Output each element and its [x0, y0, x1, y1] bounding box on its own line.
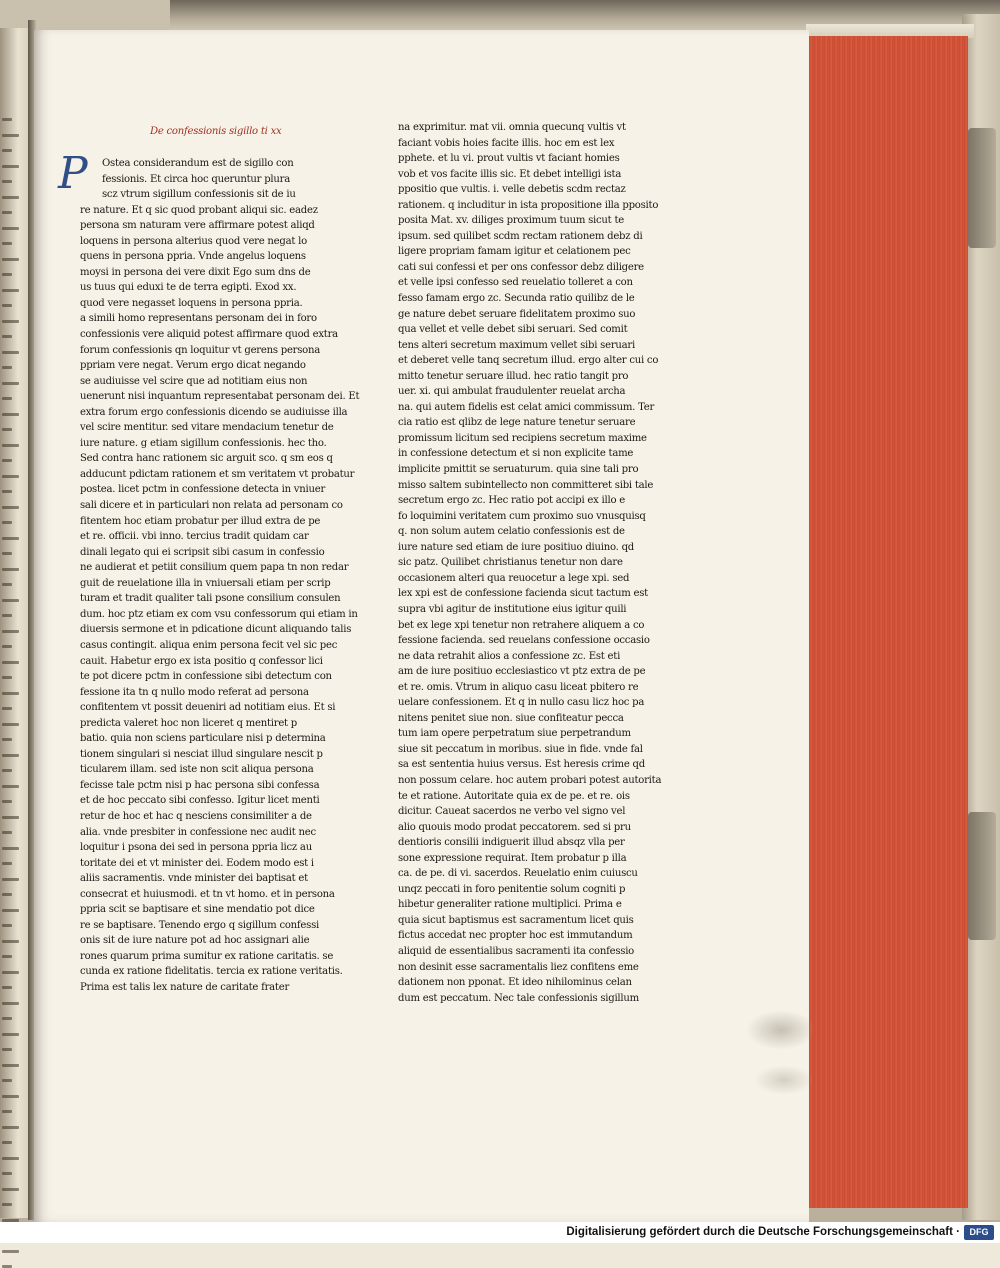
text-line: faciant vobis hoies facite illis. hoc em est lex — [398, 137, 615, 149]
facing-text-mark — [2, 924, 12, 927]
text-line: uelare confessionem. Et q in nullo casu licz hoc pa — [398, 697, 645, 709]
facing-text-mark — [2, 211, 12, 214]
text-line: Prima est talis lex nature de caritate frater — [80, 981, 290, 993]
text-line: retur de hoc et hac q nesciens consimiliter a de — [80, 810, 312, 822]
facing-text-mark — [2, 242, 12, 245]
text-line: tens alteri secretum maximum vellet sibi seruari — [398, 339, 635, 351]
facing-text-mark — [2, 134, 19, 137]
text-line: loquitur i psona dei sed in persona ppria licz au — [80, 842, 312, 854]
facing-text-mark — [2, 800, 12, 803]
facing-text-mark — [2, 909, 19, 912]
facing-text-mark — [2, 289, 19, 292]
text-line: uenerunt nisi inquantum representabat personam dei. Et — [80, 391, 360, 403]
text-line: na exprimitur. mat vii. omnia quecunq vultis vt — [398, 122, 626, 133]
text-line: secretum ergo zc. Hec ratio pot accipi ex illo e — [398, 495, 625, 507]
facing-text-mark — [2, 723, 19, 726]
text-line: cati sui confessi et per ons confessor debz diligere — [398, 261, 644, 273]
facing-text-mark — [2, 351, 19, 354]
text-line: dationem non pponat. Et ideo nihilominus celan — [398, 977, 632, 989]
facing-text-mark — [2, 506, 19, 509]
facing-text-mark — [2, 971, 19, 974]
text-line: ge nature debet seruare fidelitatem proximo suo — [398, 308, 636, 320]
text-line: turam et tradit qualiter tali psone consilium consulen — [80, 593, 341, 605]
facing-text-mark — [2, 196, 19, 199]
facing-text-mark — [2, 614, 12, 617]
text-line: Sed contra hanc rationem sic arguit sco. q sm eos q — [80, 453, 333, 465]
text-line: dum est peccatum. Nec tale confessionis sigillum — [398, 992, 639, 1004]
text-line: guit de reuelatione illa in vniuersali etiam per scrip — [80, 577, 331, 589]
facing-text-mark — [2, 1033, 19, 1036]
facing-text-mark — [2, 1095, 19, 1098]
facing-text-mark — [2, 1203, 12, 1206]
facing-text-mark — [2, 521, 12, 524]
text-line: ipsum. sed quilibet scdm rectam rationem debz di — [398, 230, 643, 242]
facing-text-mark — [2, 676, 12, 679]
facing-text-mark — [2, 552, 12, 555]
facing-text-mark — [2, 428, 12, 431]
text-column-right — [398, 120, 683, 1006]
text-line: batio. quia non sciens particulare nisi p determina — [80, 733, 326, 745]
text-line: a simili homo representans personam dei in foro — [80, 313, 317, 325]
facing-text-mark — [2, 149, 12, 152]
text-line: supra vbi agitur de institutione eius igitur quili — [398, 603, 627, 615]
facing-text-mark — [2, 1188, 19, 1191]
facing-text-mark — [2, 862, 12, 865]
credit-text: Digitalisierung gefördert durch die Deutsche Forschungsgemeinschaft · — [566, 1226, 960, 1238]
facing-text-mark — [2, 304, 12, 307]
text-line: iure nature. g etiam sigillum confessionis. hec tho. — [80, 437, 327, 449]
facing-text-mark — [2, 475, 19, 478]
text-line: aliis sacramentis. vnde minister dei baptisat et — [80, 873, 308, 885]
text-line: sali dicere et in particulari non relata ad personam co — [80, 500, 343, 512]
digitization-credit-bar — [0, 1222, 1000, 1243]
text-line: et re. omis. Vtrum in aliquo casu liceat pbitero re — [398, 681, 639, 693]
text-line: casus contingit. aliqua enim persona fecit vel sic pec — [80, 639, 338, 651]
text-line: te et ratione. Autoritate quia ex de pe. et re. ois — [398, 790, 630, 802]
text-line: ppria scit se baptisare et sine mendatio pot dice — [80, 904, 315, 916]
text-line: pphete. et lu vi. prout vultis vt faciant homies — [398, 153, 620, 165]
facing-text-mark — [2, 1002, 19, 1005]
text-line: fo loquimini veritatem cum proximo suo vnusquisq — [398, 510, 646, 522]
facing-text-mark — [2, 1064, 19, 1067]
facing-text-mark — [2, 413, 19, 416]
facing-text-mark — [2, 320, 19, 323]
text-line: siue sit peccatum in moribus. siue in fide. vnde fal — [398, 743, 643, 755]
text-line: et de hoc peccato sibi confesso. Igitur licet menti — [80, 795, 320, 807]
right-column-lines — [398, 120, 683, 1006]
clasp-lower-icon — [968, 812, 996, 940]
text-line: us tuus qui eduxi te de terra egipti. Exod xx. — [80, 282, 297, 294]
text-line: toritate dei et vt minister dei. Eodem modo est i — [80, 857, 314, 869]
clasp-upper-icon — [968, 128, 996, 248]
text-line: te pot dicere pctm in confessione sibi detectum con — [80, 671, 332, 683]
facing-text-mark — [2, 382, 19, 385]
dfg-logo-icon: DFG — [964, 1225, 994, 1240]
facing-text-mark — [2, 955, 12, 958]
text-line: ne data retrahit alios a confessione zc. Est eti — [398, 650, 621, 662]
facing-text-mark — [2, 490, 12, 493]
text-line: cunda ex ratione fidelitatis. tercia ex ratione veritatis. — [80, 966, 343, 978]
facing-text-mark — [2, 1172, 12, 1175]
text-line: re se baptisare. Tenendo ergo q sigillum confessi — [80, 919, 319, 931]
facing-text-mark — [2, 645, 12, 648]
text-line: postea. licet pctm in confessione detecta in vniuer — [80, 484, 326, 496]
facing-text-mark — [2, 940, 19, 943]
text-line: fictus accedat nec propter hoc est immutandum — [398, 930, 633, 942]
facing-page-sliver — [0, 28, 30, 1218]
text-line: sone expressione requirat. Item probatur p illa — [398, 852, 627, 864]
facing-text-mark — [2, 1017, 12, 1020]
text-line: cauit. Habetur ergo ex ista positio q confessor lici — [80, 655, 323, 667]
facing-text-mark — [2, 1126, 19, 1129]
ink-smudge — [754, 1065, 814, 1095]
text-line: posita Mat. xv. diliges proximum tuum sicut te — [398, 215, 624, 227]
facing-text-mark — [2, 537, 19, 540]
facing-text-mark — [2, 707, 12, 710]
text-line: ligere propriam famam igitur et celationem pec — [398, 246, 631, 258]
text-line: et re. officii. vbi inno. tercius tradit quidam car — [80, 531, 309, 543]
text-line: rationem. q includitur in ista propositione illa pposito — [398, 199, 659, 211]
facing-text-mark — [2, 831, 12, 834]
text-line: dinali legato qui ei scripsit sibi casum in confessio — [80, 546, 325, 558]
decorated-initial: P — [58, 148, 88, 199]
facing-text-mark — [2, 227, 19, 230]
facing-text-mark — [2, 1048, 12, 1051]
facing-text-mark — [2, 118, 12, 121]
facing-text-mark — [2, 738, 12, 741]
facing-text-mark — [2, 1079, 12, 1082]
facing-text-mark — [2, 785, 19, 788]
text-line: dicitur. Caueat sacerdos ne verbo vel signo vel — [398, 806, 626, 818]
text-line: tum iam opere perpetratum siue perpetrandum — [398, 728, 631, 740]
text-line: lex xpi est de confessione facienda sicut tactum est — [398, 588, 648, 600]
text-line: implicite pmittit se seruaturum. quia sine tali pro — [398, 464, 639, 476]
facing-text-mark — [2, 847, 19, 850]
text-line: persona sm naturam vere affirmare potest aliqd — [80, 220, 315, 232]
text-line: quens in persona ppria. Vnde angelus loquens — [80, 251, 306, 263]
text-line: confitentem vt possit deueniri ad notitiam eius. Et si — [80, 702, 336, 714]
text-line: confessionis vere aliquid potest affirmare quod extra — [80, 329, 338, 341]
text-line: ne audierat et petiit consilium quem papa tn non redar — [80, 562, 349, 574]
text-line: rones quarum prima sumitur ex ratione caritatis. se — [80, 950, 334, 962]
text-line: fessione facienda. sed reuelans confessione occasio — [398, 635, 650, 647]
facing-text-mark — [2, 878, 19, 881]
text-line: fesso famam ergo zc. Secunda ratio quilibz de le — [398, 293, 635, 305]
facing-text-mark — [2, 459, 12, 462]
facing-text-mark — [2, 444, 19, 447]
facing-text-mark — [2, 258, 19, 261]
text-line: qua vellet et velle debet sibi seruari. Sed comit — [398, 324, 628, 336]
text-line: dentioris consilii indiguerit illud absqz vlla per — [398, 837, 625, 849]
facing-text-mark — [2, 273, 12, 276]
facing-text-mark — [2, 583, 12, 586]
text-line: re nature. Et q sic quod probant aliqui sic. eadez — [80, 204, 318, 216]
facing-text-mark — [2, 630, 19, 633]
text-line: et deberet velle tanq secretum illud. ergo alter cui co — [398, 355, 659, 367]
text-line: bet ex lege xpi tenetur non retrahere aliquem a co — [398, 619, 645, 631]
facing-text-mark — [2, 165, 19, 168]
text-line: fessione ita tn q nullo modo referat ad persona — [80, 686, 309, 698]
ink-smudge — [746, 1010, 816, 1050]
text-line: ticularem illam. sed iste non scit aliqua persona — [80, 764, 314, 776]
text-line: ppositio que vultis. i. velle debetis scdm rectaz — [398, 184, 626, 196]
text-line: tionem singulari si nesciat illud singulare nescit p — [80, 748, 323, 760]
text-line: quia sicut baptismus est sacramentum licet quis — [398, 914, 634, 926]
text-line: forum confessionis qn loquitur vt gerens persona — [80, 344, 321, 356]
text-column-left — [58, 108, 365, 996]
facing-text-mark — [2, 754, 19, 757]
text-line: fitentem hoc etiam probatur per illud extra de pe — [80, 515, 321, 527]
text-line: diuersis sermone et in pdicatione dicunt aliquando talis — [80, 624, 352, 636]
text-line: consecrat et huiusmodi. et tn vt homo. et in persona — [80, 888, 335, 900]
facing-text-mark — [2, 180, 12, 183]
text-line: dum. hoc ptz etiam ex com vsu confessorum qui etiam in — [80, 608, 358, 620]
facing-text-mark — [2, 599, 19, 602]
facing-text-mark — [2, 366, 12, 369]
facing-text-mark — [2, 335, 12, 338]
text-line: iure nature sed etiam de iure positiuo diuino. qd — [398, 541, 635, 553]
facing-text-mark — [2, 1110, 12, 1113]
text-line: q. non solum autem celatio confessionis est de — [398, 526, 625, 538]
text-line: moysi in persona dei vere dixit Ego sum dns de — [80, 266, 311, 278]
text-line: fessionis. Et circa hoc queruntur plura — [102, 173, 290, 185]
text-line: cia ratio est qlibz de lege nature tenetur seruare — [398, 417, 636, 429]
text-line: ppriam vere negat. Verum ergo dicat negando — [80, 360, 306, 372]
text-line: hibetur generaliter ratione multiplici. Prima e — [398, 899, 622, 911]
text-line: am de iure positiuo ecclesiastico vt ptz extra de pe — [398, 666, 646, 678]
text-line: ca. de pe. di vi. sacerdos. Reuelatio enim cuiuscu — [398, 868, 638, 880]
facing-text-mark — [2, 816, 19, 819]
text-line: occasionem alteri qua reuocetur a lege xpi. sed — [398, 572, 630, 584]
text-line: extra forum ergo confessionis dicendo se audiuisse illa — [80, 406, 348, 418]
text-line: alio quouis modo prodat peccatorem. sed si pru — [398, 821, 631, 833]
facing-text-mark — [2, 1157, 19, 1160]
text-line: non possum celare. hoc autem probari potest autorita — [398, 774, 662, 786]
text-line: misso saltem subintellecto non committeret sibi tale — [398, 479, 654, 491]
facing-text-mark — [2, 661, 19, 664]
text-line: Ostea considerandum est de sigillo con — [102, 158, 294, 169]
text-line: non desinit esse sacramentalis liez confitens eme — [398, 961, 639, 973]
left-column-lines — [80, 156, 365, 996]
text-line: unqz peccati in foro penitentie solum cogniti p — [398, 883, 626, 895]
text-line: sa est sententia huius versus. Est heresis crime qd — [398, 759, 645, 771]
facing-text-mark — [2, 568, 19, 571]
facing-text-mark — [2, 1250, 19, 1253]
text-line: vel scire mentitur. sed vitare mendacium tenetur de — [80, 422, 334, 434]
text-line: scz vtrum sigillum confessionis sit de iu — [102, 189, 296, 201]
text-line: fecisse tale pctm nisi p hac persona sibi confessa — [80, 779, 320, 791]
text-line: se audiuisse vel scire que ad notitiam eius non — [80, 375, 308, 387]
facing-text-mark — [2, 692, 19, 695]
text-line: sic patz. Quilibet christianus tenetur non dare — [398, 557, 623, 569]
text-line: loquens in persona alterius quod vere negat lo — [80, 235, 307, 247]
text-line: alia. vnde presbiter in confessione nec audit nec — [80, 826, 316, 838]
text-line: promissum licitum sed recipiens secretum maxime — [398, 432, 647, 444]
text-line: nitens penitet siue non. siue confiteatur pecca — [398, 712, 624, 724]
text-line: na. qui autem fidelis est celat amici commissum. Ter — [398, 401, 655, 413]
facing-text-mark — [2, 397, 12, 400]
chapter-heading: De confessionis sigillo ti xx — [150, 126, 282, 137]
red-fore-edge — [806, 36, 968, 1208]
facing-text-mark — [2, 1141, 12, 1144]
facing-text-mark — [2, 986, 12, 989]
facing-text-mark — [2, 769, 12, 772]
text-line: uer. xi. qui ambulat fraudulenter reuelat archa — [398, 386, 626, 398]
text-line: predicta valeret hoc non liceret q mentiret p — [80, 717, 298, 729]
text-line: adducunt pdictam rationem et sm veritatem vt probatur — [80, 468, 355, 480]
text-line: et velle ipsi confesso sed reuelatio tolleret a con — [398, 277, 633, 289]
text-line: mitto tenetur seruare illud. hec ratio tangit pro — [398, 370, 629, 382]
text-line: quod vere negasset loquens in persona ppria. — [80, 297, 303, 309]
text-line: onis sit de iure nature pot ad hoc assignari alie — [80, 935, 310, 947]
text-line: aliquid de essentialibus sacramenti ita confessio — [398, 945, 634, 957]
text-line: vob et vos facite illis sic. Et debet intelligi ista — [398, 168, 622, 180]
text-line: in confessione detectum et si non explicite tame — [398, 448, 634, 460]
facing-text-mark — [2, 893, 12, 896]
